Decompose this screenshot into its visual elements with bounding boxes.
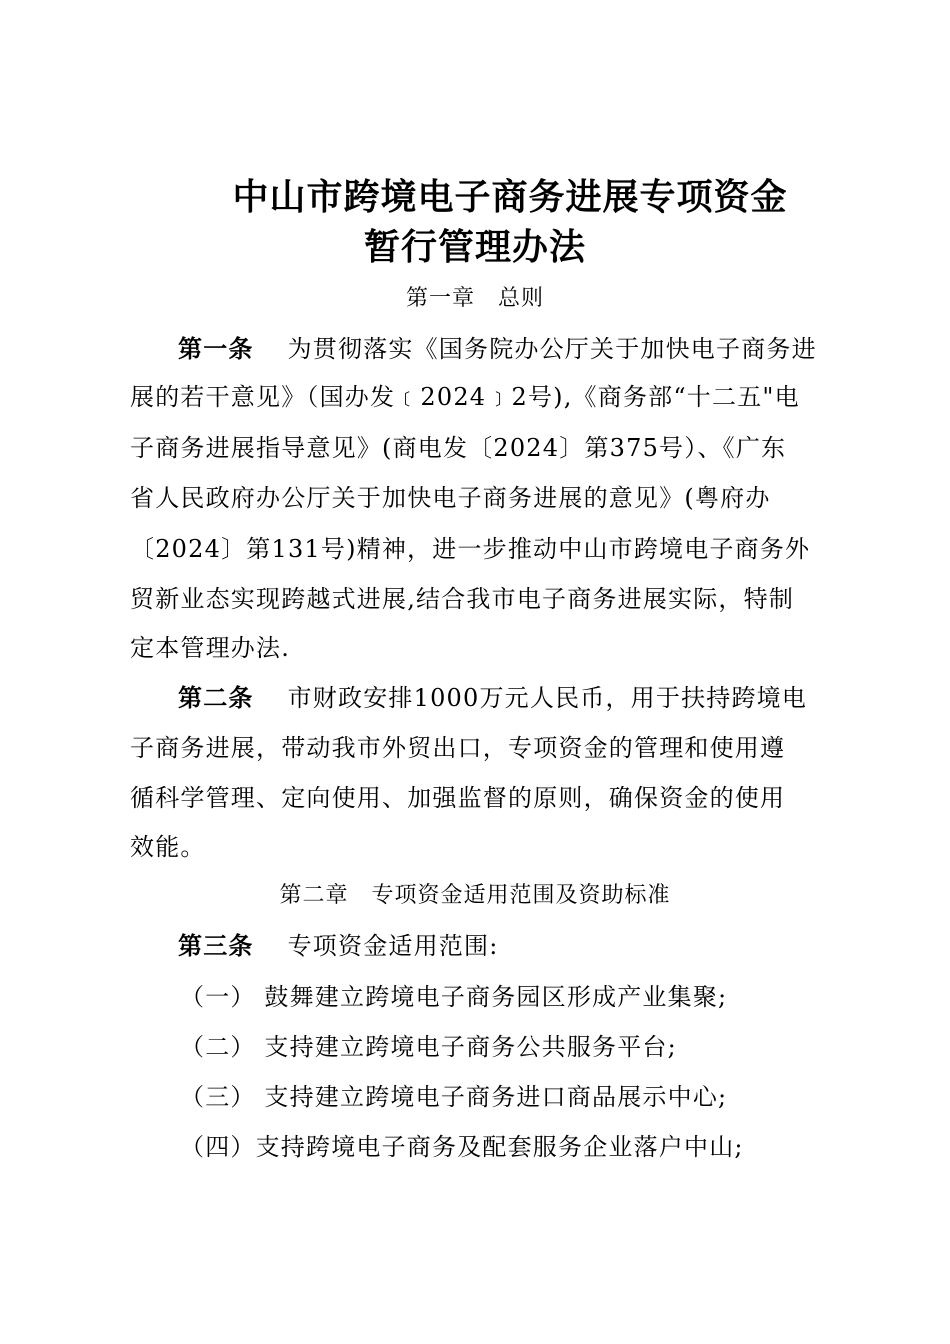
document-title-line-2: 暂行管理办法 xyxy=(363,227,586,268)
article-2-text-line: 效能。 xyxy=(130,833,206,861)
article-1-text-line: 为贯彻落实《国务院办公厅关于加快电子商务进 xyxy=(287,335,817,363)
article-2-text-line: 循科学管理、定向使用、加强监督的原则，确保资金的使用 xyxy=(130,784,786,812)
article-2-first-line xyxy=(178,683,807,713)
article-1-text-line: 展的若干意见》（国办发﹝2024﹞2号),《商务部“十二五"电 xyxy=(130,383,800,411)
article-1-text-line: 定本管理办法. xyxy=(130,634,291,662)
article-3-intro: 专项资金适用范围: xyxy=(287,932,499,960)
article-1-text-line: 省人民政府办公厅关于加快电子商务进展的意见》(粤府办 xyxy=(130,484,771,512)
article-2-label: 第二条 xyxy=(178,684,254,712)
article-3-label: 第三条 xyxy=(178,932,254,960)
list-item: （一） 鼓舞建立跨境电子商务园区形成产业集聚; xyxy=(180,983,728,1011)
article-3-first-line xyxy=(178,931,499,961)
list-item: （三） 支持建立跨境电子商务进口商品展示中心; xyxy=(180,1083,728,1111)
document-title-line-1: 中山市跨境电子商务进展专项资金 xyxy=(232,177,788,218)
list-item: （二） 支持建立跨境电子商务公共服务平台; xyxy=(180,1033,677,1061)
article-2-text-line: 市财政安排1000万元人民币，用于扶持跨境电 xyxy=(287,684,808,712)
article-1-first-line xyxy=(178,334,817,364)
chapter-2-heading: 第二章 专项资金适用范围及资助标准 xyxy=(279,883,671,908)
article-2-text-line: 子商务进展，带动我市外贸出口，专项资金的管理和使用遵 xyxy=(130,734,786,762)
article-1-text-line: 贸新业态实现跨越式进展,结合我市电子商务进展实际，特制 xyxy=(130,585,795,613)
article-1-text-line: 子商务进展指导意见》(商电发〔2024〕第375号）、《广东 xyxy=(130,434,787,462)
article-1-text-line: 〔2024〕第131号)精神，进一步推动中山市跨境电子商务外 xyxy=(130,535,811,563)
article-1-label: 第一条 xyxy=(178,335,254,363)
chapter-1-heading: 第一章 总则 xyxy=(405,286,544,311)
list-item: （四）支持跨境电子商务及配套服务企业落户中山; xyxy=(180,1133,744,1161)
